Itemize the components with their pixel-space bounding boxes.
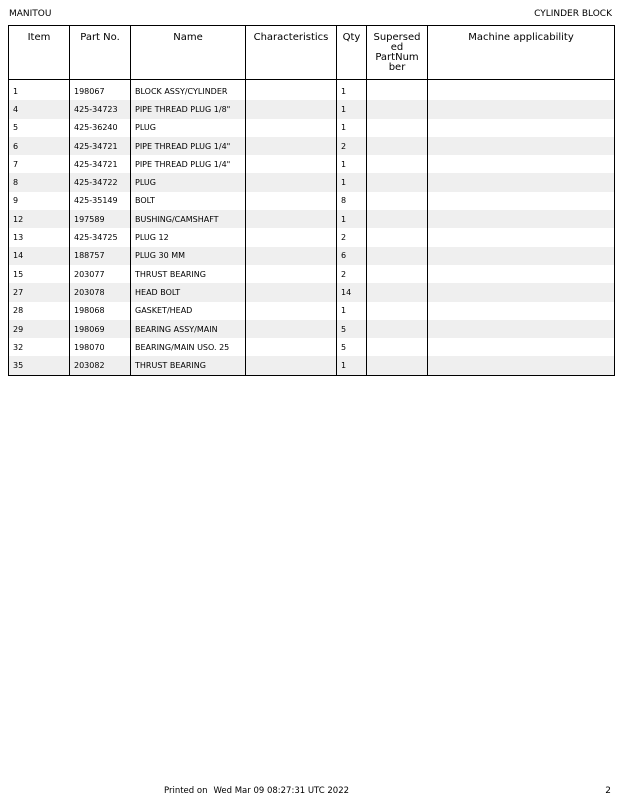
table-row [9, 265, 615, 283]
cell-item: 4 [9, 100, 70, 118]
page-number: 2 [605, 786, 611, 796]
cell-name: PLUG [131, 119, 246, 137]
printed-date: Wed Mar 09 08:27:31 UTC 2022 [213, 786, 350, 796]
cell-superseded [367, 173, 428, 191]
cell-part-no: 198069 [70, 320, 131, 338]
cell-machine-applicability [428, 100, 615, 118]
cell-machine-applicability [428, 283, 615, 301]
cell-name: BEARING/MAIN USO. 25 [131, 338, 246, 356]
cell-machine-applicability [428, 247, 615, 265]
cell-qty: 1 [337, 155, 367, 173]
cell-superseded [367, 155, 428, 173]
table-row [9, 80, 615, 101]
cell-item: 28 [13, 306, 24, 316]
cell-item: 7 [13, 159, 19, 169]
cell-qty: 1 [337, 210, 367, 228]
table-row [9, 247, 615, 265]
cell-name: PIPE THREAD PLUG 1/4" [131, 155, 246, 173]
cell-characteristics [246, 247, 337, 265]
cell-qty: 1 [337, 100, 367, 118]
superseded-header-line: PartNum [375, 52, 419, 63]
parts-table [8, 25, 615, 376]
cell-item: 9 [13, 196, 19, 206]
cell-name: PIPE THREAD PLUG 1/8" [131, 100, 246, 118]
cell-name: BOLT [131, 192, 246, 210]
cell-qty: 1 [337, 173, 367, 191]
cell-name: PLUG [131, 173, 246, 191]
cell-part-no: 425-36240 [70, 119, 131, 137]
column-header-item: Item [9, 26, 70, 80]
cell-item: 27 [9, 283, 70, 301]
cell-name: BEARING ASSY/MAIN [131, 320, 246, 338]
cell-superseded [367, 119, 428, 137]
cell-superseded [367, 192, 428, 210]
cell-superseded [367, 283, 428, 301]
cell-machine-applicability [428, 356, 615, 375]
table-row [9, 119, 615, 137]
table-row [9, 210, 615, 228]
cell-item: 8 [9, 173, 70, 191]
cell-characteristics [246, 100, 337, 118]
cell-characteristics [246, 265, 337, 283]
cell-part-no: 425-34725 [70, 228, 131, 246]
table-row [9, 320, 615, 338]
cell-characteristics [246, 80, 337, 101]
table-row [9, 356, 615, 375]
cell-part-no: 203078 [70, 283, 131, 301]
cell-characteristics [246, 338, 337, 356]
cell-characteristics [246, 119, 337, 137]
cell-machine-applicability [428, 173, 615, 191]
cell-part-no: 188757 [70, 247, 131, 265]
print-timestamp [164, 786, 355, 796]
table-row [9, 173, 615, 191]
table-row [9, 192, 615, 210]
table-row [9, 137, 615, 155]
cell-characteristics [246, 173, 337, 191]
cell-characteristics [246, 356, 337, 375]
cell-qty: 5 [337, 338, 367, 356]
cell-part-no: 198068 [70, 302, 131, 320]
cell-superseded [367, 100, 428, 118]
cell-superseded [367, 80, 428, 101]
table-row [9, 228, 615, 246]
cell-item: 13 [13, 233, 24, 243]
superseded-header-line: ber [388, 62, 406, 73]
cell-superseded [367, 356, 428, 375]
cell-machine-applicability [428, 210, 615, 228]
cell-machine-applicability [428, 228, 615, 246]
section-title: CYLINDER BLOCK [534, 9, 612, 19]
cell-machine-applicability [428, 320, 615, 338]
cell-machine-applicability [428, 137, 615, 155]
cell-machine-applicability [428, 338, 615, 356]
cell-characteristics [246, 155, 337, 173]
column-header-machine-applicability: Machine applicability [428, 26, 615, 80]
cell-item: 5 [13, 123, 19, 133]
cell-item: 6 [9, 137, 70, 155]
cell-part-no: 425-35149 [70, 192, 131, 210]
table-row [9, 283, 615, 301]
cell-characteristics [246, 228, 337, 246]
cell-characteristics [246, 320, 337, 338]
cell-item: 35 [9, 356, 70, 375]
cell-name: PLUG 12 [131, 228, 246, 246]
cell-item: 29 [9, 320, 70, 338]
cell-item: 15 [13, 269, 24, 279]
brand-label: MANITOU [9, 9, 52, 19]
cell-name: THRUST BEARING [131, 356, 246, 375]
cell-part-no: 197589 [70, 210, 131, 228]
cell-characteristics [246, 302, 337, 320]
cell-name: THRUST BEARING [131, 265, 246, 283]
cell-characteristics [246, 210, 337, 228]
cell-qty: 1 [337, 119, 367, 137]
column-header-part-no: Part No. [70, 26, 131, 80]
cell-name: HEAD BOLT [131, 283, 246, 301]
table-row [9, 100, 615, 118]
cell-characteristics [246, 137, 337, 155]
cell-qty: 2 [337, 228, 367, 246]
superseded-header-line: ed [390, 42, 404, 53]
cell-machine-applicability [428, 265, 615, 283]
cell-machine-applicability [428, 192, 615, 210]
cell-part-no: 198067 [70, 80, 131, 101]
cell-name: GASKET/HEAD [131, 302, 246, 320]
cell-machine-applicability [428, 119, 615, 137]
cell-superseded [367, 265, 428, 283]
cell-superseded [367, 247, 428, 265]
cell-characteristics [246, 283, 337, 301]
printed-label: Printed on [164, 786, 208, 796]
cell-qty: 14 [337, 283, 367, 301]
superseded-header-line: Supersed [373, 32, 421, 43]
cell-part-no: 203077 [70, 265, 131, 283]
cell-qty: 6 [337, 247, 367, 265]
cell-part-no: 203082 [70, 356, 131, 375]
cell-part-no: 425-34721 [70, 155, 131, 173]
cell-superseded [367, 338, 428, 356]
cell-name: BUSHING/CAMSHAFT [131, 210, 246, 228]
cell-part-no: 425-34721 [70, 137, 131, 155]
cell-qty: 8 [337, 192, 367, 210]
cell-qty: 1 [337, 356, 367, 375]
table-row [9, 155, 615, 173]
cell-superseded [367, 228, 428, 246]
cell-name: PIPE THREAD PLUG 1/4" [131, 137, 246, 155]
cell-superseded [367, 210, 428, 228]
cell-machine-applicability [428, 302, 615, 320]
cell-superseded [367, 302, 428, 320]
column-header-superseded [367, 26, 428, 80]
cell-name: BLOCK ASSY/CYLINDER [131, 80, 246, 101]
cell-item: 1 [13, 86, 19, 96]
cell-qty: 2 [337, 137, 367, 155]
cell-item: 14 [9, 247, 70, 265]
cell-machine-applicability [428, 155, 615, 173]
table-header-row [9, 26, 615, 80]
table-row [9, 302, 615, 320]
cell-superseded [367, 137, 428, 155]
column-header-name: Name [131, 26, 246, 80]
cell-characteristics [246, 192, 337, 210]
column-header-qty: Qty [337, 26, 367, 80]
cell-qty: 5 [337, 320, 367, 338]
cell-qty: 1 [337, 80, 367, 101]
cell-machine-applicability [428, 80, 615, 101]
cell-part-no: 425-34722 [70, 173, 131, 191]
cell-qty: 2 [337, 265, 367, 283]
column-header-characteristics: Characteristics [246, 26, 337, 80]
cell-part-no: 425-34723 [70, 100, 131, 118]
cell-superseded [367, 320, 428, 338]
cell-name: PLUG 30 MM [131, 247, 246, 265]
cell-qty: 1 [337, 302, 367, 320]
table-row [9, 338, 615, 356]
cell-part-no: 198070 [70, 338, 131, 356]
cell-item: 32 [13, 342, 24, 352]
cell-item: 12 [9, 210, 70, 228]
